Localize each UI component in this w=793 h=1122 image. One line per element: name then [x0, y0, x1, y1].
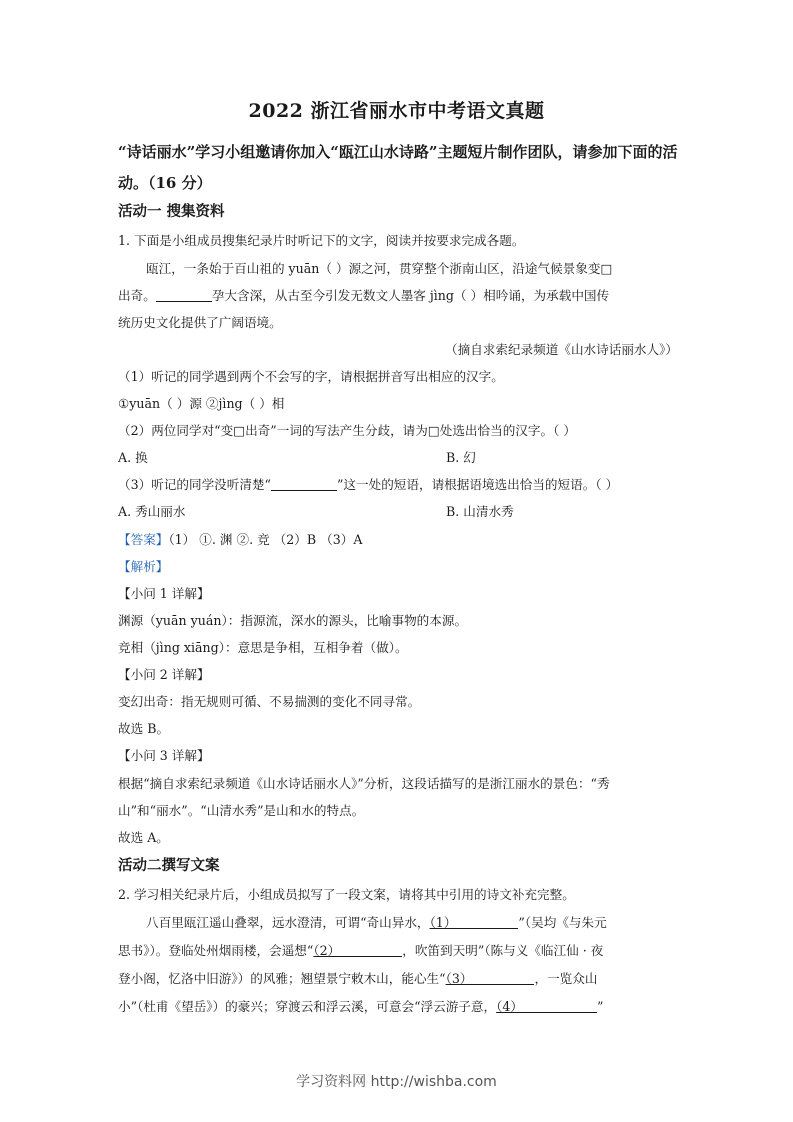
- detail-3-line-2: 山”和“丽水”。“山清水秀”是山和水的特点。: [118, 803, 365, 818]
- passage-source: （摘自求索纪录频道《山水诗话丽水人》）: [445, 342, 678, 357]
- copy-line-4-start: 小”（杜甫《望岳》）的豪兴；穿渡云和浮云溪，可意会“浮云游子意，: [118, 999, 497, 1014]
- sub-question-1-options: ①yuān（ ）源 ②jìng（ ）相: [118, 396, 285, 411]
- passage-line-2: [118, 287, 678, 305]
- sub-question-3-options: [118, 503, 678, 521]
- copy-line-1-start: 八百里瓯江遥山叠翠，远水澄清，可谓“奇山异水，: [146, 915, 430, 930]
- activity2-heading: 活动二撰写文案: [118, 857, 220, 874]
- detail-2-line-1: 变幻出奇：指无规则可循、不易揣测的变化不同寻常。: [118, 694, 421, 709]
- fill-blank-4: [523, 999, 597, 1013]
- sub-question-3-end: ”这一处的短语，请根据语境选出恰当的短语。（ ）: [336, 477, 619, 492]
- question-2: 2. 学习相关纪录片后，小组成员拟写了一段文案，请将其中引用的诗文补充完整。: [118, 887, 575, 902]
- option-b: B. 山清水秀: [446, 504, 514, 519]
- detail-3-line-3: 故选 A。: [118, 830, 169, 845]
- detail-2-line-2: 故选 B。: [118, 721, 170, 736]
- copy-line-4-end: ”: [597, 999, 604, 1014]
- answer-tag: 【答案】: [118, 532, 169, 547]
- intro-paragraph: “诗话丽水”学习小组邀请你加入“瓯江山水诗路”主题短片制作团队，请参加下面的活动。（16 分）: [118, 143, 678, 192]
- detail-2-heading: 【小问 2 详解】: [118, 667, 210, 682]
- page-title: 2022 浙江省丽水市中考语文真题: [248, 100, 545, 122]
- copy-line-3: [118, 970, 678, 988]
- detail-3-heading: 【小问 3 详解】: [118, 748, 210, 763]
- copy-line-3-end: ，一览众山: [534, 971, 598, 986]
- copy-line-2: [118, 942, 678, 960]
- copy-line-4: [118, 998, 678, 1016]
- copy-line-1: [146, 914, 706, 932]
- copy-line-3-start: 登小阁，忆洛中旧游》）的风雅；翘望景宁敕木山，能心生“: [118, 971, 446, 986]
- analysis-tag: 【解析】: [118, 559, 169, 574]
- sub-question-2-options: [118, 449, 678, 467]
- activity1-heading: 活动一 搜集资料: [118, 203, 225, 220]
- copy-line-2-start: 思书》）。登临处州烟雨楼，会遥想“: [118, 943, 314, 958]
- sub-question-3-start: （3）听记的同学没听清楚“: [118, 477, 271, 492]
- sub-question-3: [118, 476, 678, 494]
- detail-1-line-2: 竞相（jìng xiāng）：意思是争相，互相争着（做）。: [118, 640, 408, 655]
- answer-text: （1） ①. 渊 ②. 竞 （2）B （3）A: [168, 532, 363, 547]
- option-a: A. 秀山丽水: [118, 504, 186, 519]
- sub-question-2: （2）两位同学对“变□出奇”一词的写法产生分歧，请为□处选出恰当的汉字。（ ）: [118, 423, 576, 438]
- sub-question-1: （1）听记的同学遇到两个不会写的字，请根据拼音写出相应的汉字。: [118, 369, 504, 384]
- passage-line-2-start: 出奇。: [118, 288, 156, 303]
- detail-1-line-1: 渊源（yuān yuán）：指源流，深水的源头，比喻事物的本源。: [118, 613, 468, 628]
- option-a: A. 换: [118, 450, 148, 465]
- phrase-blank: [156, 288, 212, 302]
- phrase-blank: [271, 477, 337, 491]
- passage-line-3: 统历史文化提供了广阔语境。: [118, 315, 282, 330]
- footer-watermark: 学习资料网 http://wishba.com: [296, 1074, 497, 1090]
- blank-2-label: （2）: [313, 943, 341, 958]
- answer-line: [118, 531, 678, 549]
- blank-1-label: （1）: [429, 915, 457, 930]
- option-b: B. 幻: [446, 450, 476, 465]
- detail-3-line-1: 根据“摘自求索纪录频道《山水诗话丽水人》”分析，这段话描写的是浙江丽水的景色：“秀: [118, 776, 610, 791]
- detail-1-heading: 【小问 1 详解】: [118, 586, 210, 601]
- question-1: 1. 下面是小组成员搜集纪录片时听记下的文字，阅读并按要求完成各题。: [118, 233, 525, 248]
- copy-line-2-end: ，吹笛到天明”（陈与义《临江仙 · 夜: [402, 943, 604, 958]
- passage-line-1: 瓯江，一条始于百山祖的 yuān（ ）源之河，贯穿整个浙南山区，沿途气候景象变□: [146, 261, 613, 276]
- copy-line-1-end: ”（吴均《与朱元: [518, 915, 607, 930]
- fill-blank-3: [472, 971, 534, 985]
- blank-3-label: （3）: [445, 971, 473, 986]
- fill-blank-1: [456, 915, 518, 929]
- fill-blank-2: [340, 943, 402, 957]
- blank-4-label: （4）: [496, 999, 523, 1014]
- passage-line-2-end: 孕大含深，从古至今引发无数文人墨客 jìng（ ）相吟诵，为承载中国传: [211, 288, 610, 303]
